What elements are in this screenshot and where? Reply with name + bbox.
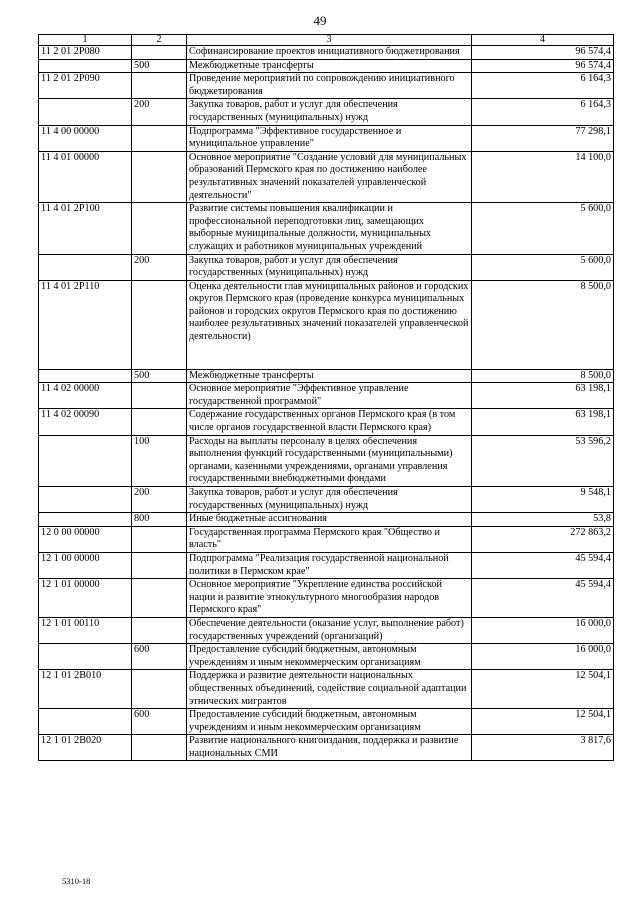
code-cell: 11 4 01 00000: [39, 151, 132, 202]
code-cell: 11 4 01 2P110: [39, 280, 132, 369]
type-cell: [132, 383, 187, 409]
code-cell: [39, 644, 132, 670]
type-cell: [132, 280, 187, 369]
table-row: [39, 409, 614, 435]
name-cell: Межбюджетные трансферты: [187, 59, 472, 73]
table-row: [39, 151, 614, 202]
name-cell: Подпрограмма "Реализация государственной национальной политики в Пермском крае": [187, 552, 472, 578]
table-row: [39, 435, 614, 486]
type-cell: 100: [132, 435, 187, 486]
amount-cell: 63 198,1: [472, 383, 614, 409]
name-cell: Закупка товаров, работ и услуг для обеспечения государственных (муниципальных) нужд: [187, 99, 472, 125]
page-number: 49: [313, 13, 327, 28]
name-cell: Проведение мероприятий по сопровождению инициативного бюджетирования: [187, 73, 472, 99]
table-row: [39, 73, 614, 99]
code-cell: 12 1 01 00110: [39, 617, 132, 643]
code-cell: [39, 487, 132, 513]
code-cell: 11 2 01 2P090: [39, 73, 132, 99]
amount-cell: 96 574,4: [472, 46, 614, 60]
amount-cell: 63 198,1: [472, 409, 614, 435]
table-row: [39, 369, 614, 383]
table-row: [39, 125, 614, 151]
type-cell: 200: [132, 99, 187, 125]
amount-cell: 3 817,6: [472, 735, 614, 761]
type-cell: [132, 735, 187, 761]
code-cell: 11 4 01 2P100: [39, 203, 132, 254]
name-cell: Основное мероприятие "Создание условий для муниципальных образований Пермского края по достижению наиболее результативных значений показателей управленческой деятельности": [187, 151, 472, 202]
name-cell: Поддержка и развитие деятельности национальных общественных объединений, содействие социальной адаптации этнических мигрантов: [187, 670, 472, 709]
name-cell: Расходы на выплаты персоналу в целях обеспечения выполнения функций государственными (муниципальными) органами, казенными учреждениями, органами управления государственными внебюджетными фондами: [187, 435, 472, 486]
code-cell: [39, 254, 132, 280]
header-col-1: 1: [39, 35, 132, 46]
amount-cell: 14 100,0: [472, 151, 614, 202]
name-cell: Закупка товаров, работ и услуг для обеспечения государственных (муниципальных) нужд: [187, 254, 472, 280]
code-cell: [39, 435, 132, 486]
amount-cell: 8 500,0: [472, 369, 614, 383]
table-row: [39, 526, 614, 552]
name-cell: Межбюджетные трансферты: [187, 369, 472, 383]
name-cell: Обеспечение деятельности (оказание услуг, выполнение работ) государственных учреждений (организаций): [187, 617, 472, 643]
table-row: [39, 709, 614, 735]
table-row: [39, 203, 614, 254]
code-cell: 12 1 00 00000: [39, 552, 132, 578]
amount-cell: 5 600,0: [472, 203, 614, 254]
type-cell: [132, 670, 187, 709]
name-cell: Иные бюджетные ассигнования: [187, 513, 472, 527]
type-cell: 500: [132, 59, 187, 73]
amount-cell: 6 164,3: [472, 99, 614, 125]
type-cell: [132, 203, 187, 254]
table-row: [39, 552, 614, 578]
amount-cell: 77 298,1: [472, 125, 614, 151]
amount-cell: 16 000,0: [472, 644, 614, 670]
type-cell: [132, 552, 187, 578]
name-cell: Развитие системы повышения квалификации и профессиональной переподготовки лиц, замещающих выборные муниципальные должности, муниципальных служащих и работников муниципальных учреждений: [187, 203, 472, 254]
type-cell: [132, 409, 187, 435]
name-cell: Предоставление субсидий бюджетным, автономным учреждениям и иным некоммерческим организациям: [187, 709, 472, 735]
table-row: [39, 644, 614, 670]
amount-cell: 45 594,4: [472, 579, 614, 618]
code-cell: [39, 709, 132, 735]
table-row: [39, 46, 614, 60]
amount-cell: 45 594,4: [472, 552, 614, 578]
type-cell: 600: [132, 709, 187, 735]
code-cell: [39, 59, 132, 73]
header-col-2: 2: [132, 35, 187, 46]
code-cell: 12 0 00 00000: [39, 526, 132, 552]
name-cell: Оценка деятельности глав муниципальных районов и городских округов Пермского края (проведение конкурса муниципальных районов и городских округов Пермского края по достижению наиболее результативных значений показателей управленческой деятельности): [187, 280, 472, 369]
code-cell: 12 1 01 2B010: [39, 670, 132, 709]
code-cell: 12 1 01 00000: [39, 579, 132, 618]
amount-cell: 12 504,1: [472, 709, 614, 735]
name-cell: Основное мероприятие "Эффективное управление государственной программой": [187, 383, 472, 409]
table-row: [39, 670, 614, 709]
amount-cell: 5 600,0: [472, 254, 614, 280]
header-col-3: 3: [187, 35, 472, 46]
table-header-row: [39, 35, 614, 46]
type-cell: [132, 579, 187, 618]
code-cell: 11 4 00 00000: [39, 125, 132, 151]
table-row: [39, 383, 614, 409]
table-row: [39, 280, 614, 369]
type-cell: 800: [132, 513, 187, 527]
header-col-4: 4: [472, 35, 614, 46]
code-cell: 11 4 02 00090: [39, 409, 132, 435]
amount-cell: 272 863,2: [472, 526, 614, 552]
type-cell: [132, 151, 187, 202]
code-cell: [39, 513, 132, 527]
budget-table: [38, 34, 614, 761]
code-cell: 11 4 02 00000: [39, 383, 132, 409]
table-row: [39, 513, 614, 527]
type-cell: [132, 125, 187, 151]
amount-cell: 6 164,3: [472, 73, 614, 99]
code-cell: 12 1 01 2B020: [39, 735, 132, 761]
type-cell: 200: [132, 254, 187, 280]
type-cell: [132, 617, 187, 643]
name-cell: Предоставление субсидий бюджетным, автономным учреждениям и иным некоммерческим организациям: [187, 644, 472, 670]
table-row: [39, 59, 614, 73]
code-cell: [39, 369, 132, 383]
amount-cell: 53 596,2: [472, 435, 614, 486]
amount-cell: 9 548,1: [472, 487, 614, 513]
type-cell: 600: [132, 644, 187, 670]
name-cell: Содержание государственных органов Пермского края (в том числе органов государственной власти Пермского края): [187, 409, 472, 435]
table-row: [39, 99, 614, 125]
amount-cell: 96 574,4: [472, 59, 614, 73]
name-cell: Закупка товаров, работ и услуг для обеспечения государственных (муниципальных) нужд: [187, 487, 472, 513]
name-cell: Подпрограмма "Эффективное государственное и муниципальное управление": [187, 125, 472, 151]
name-cell: Государственная программа Пермского края "Общество и власть": [187, 526, 472, 552]
code-cell: [39, 99, 132, 125]
name-cell: Основное мероприятие "Укрепление единства российской нации и развитие этнокультурного многообразия народов Пермского края": [187, 579, 472, 618]
type-cell: 200: [132, 487, 187, 513]
type-cell: [132, 73, 187, 99]
type-cell: [132, 526, 187, 552]
amount-cell: 53,8: [472, 513, 614, 527]
table-row: [39, 617, 614, 643]
name-cell: Развитие национального книгоиздания, поддержка и развитие национальных СМИ: [187, 735, 472, 761]
name-cell: Софинансирование проектов инициативного бюджетирования: [187, 46, 472, 60]
table-row: [39, 487, 614, 513]
code-cell: 11 2 01 2P080: [39, 46, 132, 60]
amount-cell: 8 500,0: [472, 280, 614, 369]
document-code: 5310-18: [62, 876, 91, 886]
table-row: [39, 254, 614, 280]
table-row: [39, 579, 614, 618]
amount-cell: 12 504,1: [472, 670, 614, 709]
amount-cell: 16 000,0: [472, 617, 614, 643]
type-cell: 500: [132, 369, 187, 383]
type-cell: [132, 46, 187, 60]
table-row: [39, 735, 614, 761]
